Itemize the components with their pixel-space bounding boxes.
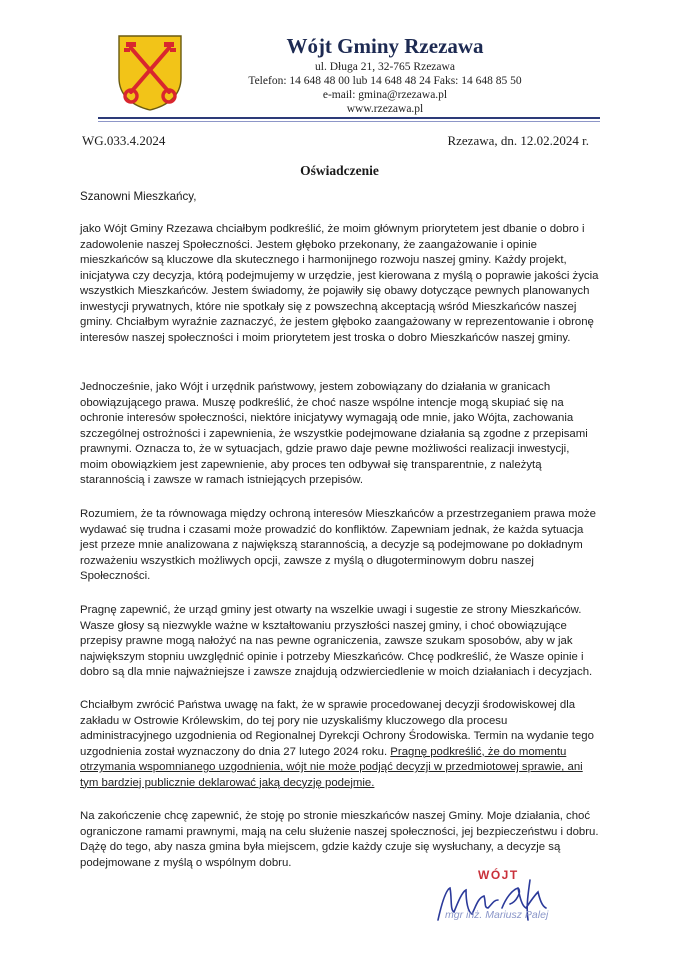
reference-number: WG.033.4.2024 xyxy=(82,133,166,148)
greeting: Szanowni Mieszkańcy, xyxy=(80,190,197,203)
paragraph-6 xyxy=(80,809,600,871)
paragraph-5-plain: Chciałbym zwrócić Państwa uwagę na fakt, że w sprawie procedowanej decyzji środowiskowej dla zakładu w Ostrowie Królewskim, do tej pory nie uzyskaliśmy kluczowego dla procesu administracyjnego uzgodnienia od Regionalnej Dyrekcji Ochrony Środowiska. Termin na wydanie tego uzgodnienia został wyznaczony do dnia 27 lutego 2024 roku. xyxy=(80,699,594,758)
office-website: www.rzezawa.pl xyxy=(346,103,424,115)
paragraph-3 xyxy=(80,507,600,585)
header-divider-thin xyxy=(98,121,600,122)
paragraph-3-text: Rozumiem, że ta równowaga między ochroną interesów Mieszkańców a przestrzeganiem prawa może wydawać się trudna i czasami może prowadzić do konfliktów. Zapewniam jednak, że każda sytuacja jest przeze mnie analizowana z największą starannością, a decyzje są podejmowane po dokładnym rozważeniu wszystkich możliwych opcji, zawsze z myślą o długoterminowym dobru naszej Społeczności. xyxy=(80,508,596,582)
paragraph-2 xyxy=(80,380,600,489)
document-title: Oświadczenie xyxy=(300,163,379,178)
paragraph-5-underlined: Pragnę podkreślić, że do momentu otrzymania wspomnianego uzgodnienia, wójt nie może podjąć decyzji w przedmiotowej sprawie, ani tym bardziej publicznie deklarować jaką decyzję podejmie. xyxy=(80,745,583,789)
paragraph-1 xyxy=(80,222,600,346)
office-title: Wójt Gminy Rzezawa xyxy=(286,34,484,58)
office-address: ul. Długa 21, 32-765 Rzezawa xyxy=(315,61,455,73)
signature-role: WÓJT xyxy=(478,868,519,882)
handwritten-signature-icon xyxy=(430,872,570,932)
paragraph-2-text: Jednocześnie, jako Wójt i urzędnik państwowy, jestem zobowiązany do działania w granicach obowiązującego prawa. Muszę podkreślić, że choć nasze wspólne intencje mogą skupiać się na ochronie interesów społeczności, niektóre inicjatywy wymagają ode mnie, jako Wójta, zachowania szczególnej ostrożności i zapewnienia, że wszystkie podejmowane działania są zgodne z przepisami prawnymi. Oznacza to, że w sytuacjach, gdzie prawo daje pewne możliwości realizacji inwestycji, moim obowiązkiem jest zapewnienie, aby proces ten odbywał się transparentnie, z należytą starannością i zawsze w ramach istniejących przepisów. xyxy=(80,381,588,486)
office-phone: Telefon: 14 648 48 00 lub 14 648 48 24 Faks: 14 648 85 50 xyxy=(248,75,522,87)
paragraph-4 xyxy=(80,603,600,681)
signatory-name: mgr inż. Mariusz Palej xyxy=(445,909,549,921)
paragraph-6-text: Na zakończenie chcę zapewnić, że stoję po stronie mieszkańców naszej Gminy. Moje działania, choć ograniczone ramami prawnymi, mają na celu służenie naszej społeczności, jej bezpieczeństwu i dobru. Dążę do tego, aby nasza gmina była miejscem, gdzie każdy czuje się wysłuchany, a decyzje są podejmowane z myślą o wspólnym dobru. xyxy=(80,810,599,869)
document-date: Rzezawa, dn. 12.02.2024 r. xyxy=(447,133,589,148)
paragraph-1-text: jako Wójt Gminy Rzezawa chciałbym podkreślić, że moim głównym priorytetem jest dbanie o dobro i zadowolenie naszej Społeczności. Jestem głęboko przekonany, że zaangażowanie i opinie mieszkańców są kluczowe dla skutecznego i harmonijnego rozwoju naszej gminy. Każdy projekt, inicjatywa czy decyzja, którą podejmujemy w urzędzie, jest kierowana z myślą o poprawie jakości życia wszystkich Mieszkańców. Jestem świadomy, że pojawiły się obawy dotyczące pewnych planowanych inwestycji prywatnych, które nie spotkały się z powszechną akceptacją wśród Mieszkańców naszej gminy. Chciałbym wyraźnie zaznaczyć, że jestem głęboko zaangażowany w reprezentowanie i obronę interesów naszej społeczności i moim priorytetem jest troska o dobro Mieszkańców naszej gminy. xyxy=(80,223,599,344)
office-email: e-mail: gmina@rzezawa.pl xyxy=(322,89,448,101)
header-divider xyxy=(98,117,600,119)
paragraph-5 xyxy=(80,698,600,791)
coat-of-arms-icon xyxy=(117,34,183,112)
paragraph-4-text: Pragnę zapewnić, że urząd gminy jest otwarty na wszelkie uwagi i sugestie ze strony Mieszkańców. Wasze głosy są niezwykle ważne w kształtowaniu przyszłości naszej gminy, i choć obowiązujące przepisy prawne mogą nałożyć na nas pewne ograniczenia, zawsze szukam sposobów, aby w jak największym stopniu uwzględnić opinie i potrzeby Mieszkańców. Chcę podkreślić, że Wasze opinie i dobro są dla mnie najważniejsze i zawsze znajdują odzwierciedlenie w moich działaniach i decyzjach. xyxy=(80,604,593,678)
paragraph-5-text xyxy=(80,698,600,791)
